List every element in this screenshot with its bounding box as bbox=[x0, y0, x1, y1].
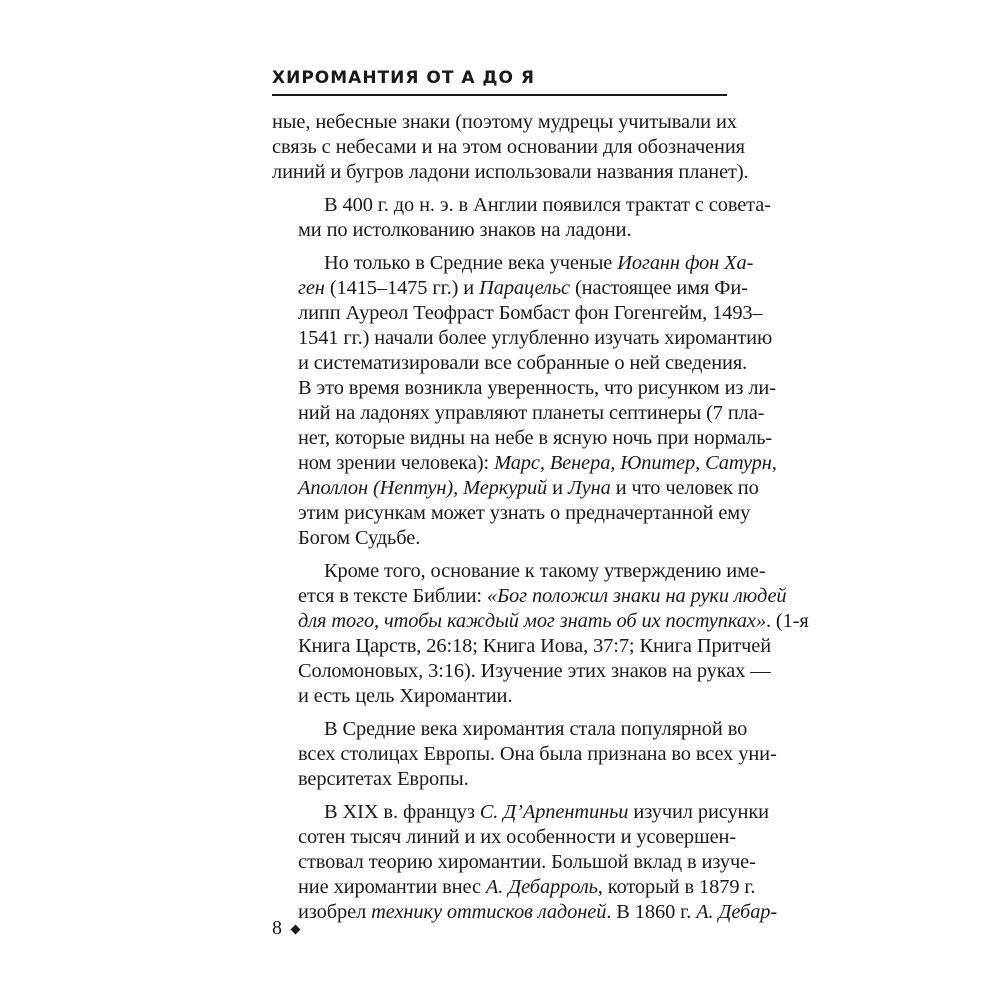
italic-text-run: А. Дебарроль bbox=[485, 876, 598, 898]
paragraph bbox=[272, 559, 809, 709]
running-head-title: ХИРОМАНТИЯ ОТ А ДО Я bbox=[272, 68, 536, 88]
text-run: нет, которые видны на небе в ясную ночь при нормаль- bbox=[298, 427, 773, 449]
text-line bbox=[272, 717, 748, 742]
text-run: липп Ауреол Теофраст Бомбаст фон Гогенгейм, 1493– bbox=[298, 302, 763, 324]
text-run: ний на ладонях управляют планеты септинеры (7 пла- bbox=[298, 402, 765, 424]
text-run: ные, небесные знаки (поэтому мудрецы учитывали их bbox=[272, 111, 737, 133]
paragraph bbox=[272, 251, 777, 551]
italic-text-run: Марс, Венера, Юпитер, Сатурн, bbox=[494, 452, 777, 474]
italic-text-run: Иоганн фон Ха- bbox=[617, 252, 754, 274]
text-run: (1415–1475 гг.) и bbox=[324, 277, 480, 299]
paragraph bbox=[272, 800, 778, 925]
text-run: ми по истолкованию знаков на ладони. bbox=[298, 219, 632, 241]
page-footer bbox=[272, 917, 299, 940]
text-line bbox=[272, 135, 745, 160]
text-run: Кроме того, основание к такому утверждению име- bbox=[324, 560, 766, 582]
paragraph bbox=[272, 193, 771, 243]
text-run: , который в 1879 г. bbox=[597, 876, 756, 898]
text-run: Книга Царств, 26:18; Книга Иова, 37:7; Книга Притчей bbox=[298, 635, 772, 657]
italic-text-run: ген bbox=[298, 277, 325, 299]
text-run: сотен тысяч линий и их особенности и усовершен- bbox=[298, 826, 737, 848]
italic-text-run: А. Дебар- bbox=[696, 901, 778, 923]
text-run: В это время возникла уверенность, что рисунком из ли- bbox=[298, 377, 776, 399]
text-run: изучил рисунки bbox=[628, 801, 769, 823]
text-line bbox=[272, 850, 756, 875]
text-line bbox=[272, 401, 765, 426]
text-line bbox=[272, 251, 754, 276]
text-line bbox=[272, 351, 748, 376]
text-run: ствовал теорию хиромантии. Большой вклад в изуче- bbox=[298, 851, 756, 873]
paragraph bbox=[272, 110, 749, 185]
text-line bbox=[272, 767, 727, 792]
text-run: линий и бугров ладони использовали названия планет). bbox=[272, 161, 749, 183]
text-line bbox=[272, 609, 809, 634]
text-line bbox=[272, 875, 756, 900]
text-run: В XIX в. француз bbox=[324, 801, 480, 823]
text-run: Соломоновых, 3:16). Изучение этих знаков на руках — bbox=[298, 660, 771, 682]
text-line bbox=[272, 684, 727, 709]
text-run: В Средние века хиромантия стала популярной во bbox=[324, 718, 748, 740]
text-run: верситетах Европы. bbox=[298, 768, 469, 790]
italic-text-run: Луна bbox=[567, 477, 611, 499]
text-run: этим рисункам может узнать о предначертанной ему bbox=[298, 502, 751, 524]
text-line bbox=[272, 218, 727, 243]
italic-text-run: «Бог положил знаки на руки людей bbox=[486, 585, 787, 607]
text-run: (настоящее имя Фи- bbox=[569, 277, 748, 299]
italic-text-run: Парацельс bbox=[479, 277, 570, 299]
text-line bbox=[272, 426, 773, 451]
text-line bbox=[272, 659, 771, 684]
text-line bbox=[272, 301, 763, 326]
page-number: 8 bbox=[272, 917, 282, 939]
text-line bbox=[272, 526, 727, 551]
text-run: ном зрении человека): bbox=[298, 452, 495, 474]
text-run: Но только в Средние века ученые bbox=[324, 252, 618, 274]
text-run: изобрел bbox=[298, 901, 372, 923]
text-line bbox=[272, 800, 769, 825]
text-line bbox=[272, 559, 766, 584]
text-line bbox=[272, 634, 772, 659]
text-line bbox=[272, 160, 749, 185]
text-run: 1541 гг.) начали более углубленно изучать хиромантию bbox=[298, 327, 773, 349]
text-run: и что человек по bbox=[610, 477, 759, 499]
running-head bbox=[272, 68, 727, 96]
diamond-ornament-icon bbox=[291, 924, 301, 934]
text-line bbox=[272, 900, 778, 925]
text-line bbox=[272, 276, 748, 301]
text-line bbox=[272, 825, 737, 850]
text-line bbox=[272, 476, 759, 501]
text-run: и bbox=[547, 477, 568, 499]
paragraph bbox=[272, 717, 777, 792]
text-run: . (1-я bbox=[765, 610, 809, 632]
text-line bbox=[272, 742, 777, 767]
text-run: ется в тексте Библии: bbox=[298, 585, 487, 607]
text-run: и систематизировали все собранные о ней сведения. bbox=[298, 352, 748, 374]
text-line bbox=[272, 451, 777, 476]
text-run: Богом Судьбе. bbox=[298, 527, 421, 549]
text-run: В 400 г. до н. э. в Англии появился трактат с совета- bbox=[324, 194, 771, 216]
text-line bbox=[272, 326, 773, 351]
text-run: связь с небесами и на этом основании для обозначения bbox=[272, 136, 745, 158]
text-run: . В 1860 г. bbox=[606, 901, 697, 923]
italic-text-run: С. Д’Арпентиньи bbox=[479, 801, 629, 823]
main-text bbox=[272, 110, 809, 933]
text-line bbox=[272, 501, 751, 526]
text-line bbox=[272, 376, 776, 401]
italic-text-run: Аполлон (Нептун), Меркурий bbox=[298, 477, 548, 499]
text-run: всех столицах Европы. Она была признана во всех уни- bbox=[298, 743, 777, 765]
italic-text-run: технику оттисков ладоней bbox=[371, 901, 607, 923]
text-run: ние хиромантии внес bbox=[298, 876, 486, 898]
text-line bbox=[272, 110, 737, 135]
italic-text-run: для того, чтобы каждый мог знать об их поступках» bbox=[298, 610, 766, 632]
text-line bbox=[272, 584, 787, 609]
text-run: и есть цель Хиромантии. bbox=[298, 685, 513, 707]
text-line bbox=[272, 193, 771, 218]
